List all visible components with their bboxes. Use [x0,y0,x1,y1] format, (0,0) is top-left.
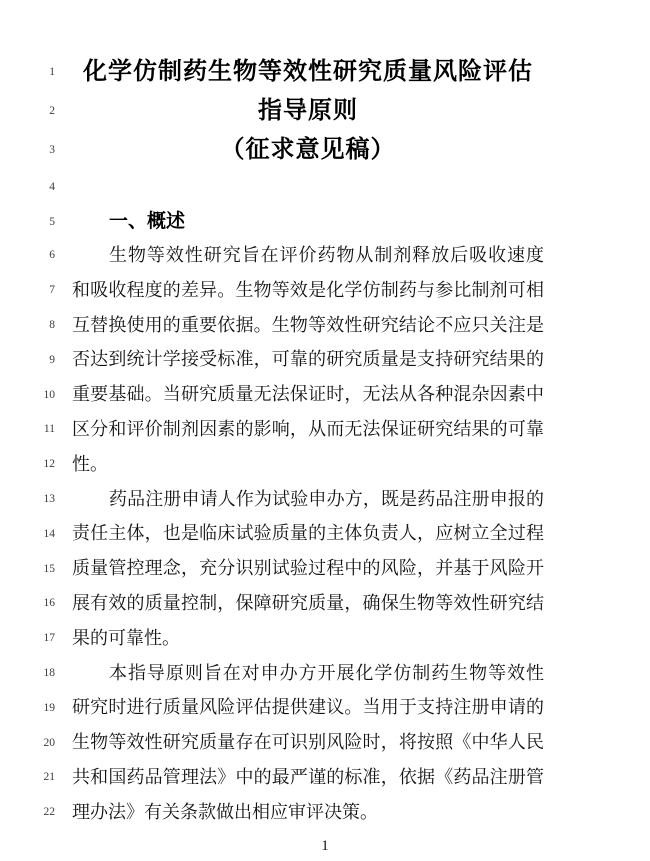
body-text: 研究时进行质量风险评估提供建议。当用于支持注册申请的 [72,697,544,718]
line-number: 11 [43,423,55,436]
line-number: 12 [43,458,55,471]
body-text: 生物等效性研究旨在评价药物从制剂释放后吸收速度 [109,245,544,266]
body-text: 责任主体，也是临床试验质量的主体负责人，应树立全过程 [72,523,544,544]
body-text: 否达到统计学接受标准，可靠的研究质量是支持研究结果的 [72,349,544,370]
body-text: 重要基础。当研究质量无法保证时，无法从各种混杂因素中 [72,384,544,405]
body-text: 和吸收程度的差异。生物等效是化学仿制药与参比制剂可相 [72,279,544,300]
body-line [0,273,650,308]
body-text: 区分和评价制剂因素的影响，从而无法保证研究结果的可靠 [72,419,544,440]
body-line [0,516,650,551]
section-heading: 一、概述 [109,210,186,232]
line-number: 9 [49,353,55,366]
body-line [0,760,650,795]
body-line [0,482,650,517]
body-text: 生物等效性研究质量存在可识别风险时，将按照《中华人民 [72,732,544,753]
body-text: 展有效的质量控制，保障研究质量，确保生物等效性研究结 [72,593,544,614]
body-line [0,621,650,656]
line-number: 6 [49,249,55,262]
body-text: 互替换使用的重要依据。生物等效性研究结论不应只关注是 [72,314,544,335]
line-number: 5 [49,215,55,228]
body-line [0,342,650,377]
line-number: 10 [43,388,55,401]
line-number: 4 [49,181,55,193]
section-heading-line [0,205,650,238]
body-text: 药品注册申请人作为试验申办方，既是药品注册申报的 [109,488,544,509]
line-number: 17 [43,632,55,645]
blank-line [0,169,650,205]
page-footer [0,838,650,855]
line-number: 21 [43,771,55,784]
body-text: 果的可靠性。 [72,627,180,648]
title-line [0,91,650,130]
body-text: 性。 [72,453,108,474]
line-number: 19 [43,701,55,714]
body-line [0,690,650,725]
title-line [0,52,650,91]
line-number: 16 [43,597,55,610]
body-line [0,447,650,482]
line-number: 18 [43,666,55,679]
body-line [0,795,650,830]
body-text: 共和国药品管理法》中的最严谨的标准，依据《药品注册管 [72,767,544,787]
body-text: 质量管控理念，充分识别试验过程中的风险，并基于风险开 [72,558,544,579]
line-number: 1 [49,65,55,78]
body-line [0,238,650,273]
body-line [0,412,650,447]
line-number: 22 [43,806,55,819]
doc-title: 化学仿制药生物等效性研究质量风险评估 [83,57,533,85]
line-number: 14 [43,527,55,540]
line-number: 20 [43,736,55,749]
line-number: 3 [49,143,55,156]
title-line [0,130,650,169]
body-text: 理办法》有关条款做出相应审评决策。 [72,801,378,822]
body-text: 本指导原则旨在对申办方开展化学仿制药生物等效性 [109,662,544,683]
doc-subtitle: 指导原则 [258,96,358,124]
body-line [0,725,650,760]
line-number: 15 [43,562,55,575]
body-line [0,551,650,586]
line-number: 7 [49,284,55,297]
body-line [0,377,650,412]
line-number: 2 [49,104,55,117]
body-line [0,586,650,621]
draft-label: （征求意见稿） [220,135,396,163]
body-line [0,308,650,343]
body-line [0,656,650,691]
line-number: 8 [49,318,55,331]
line-number: 13 [43,492,55,505]
page-number: 1 [321,838,329,854]
